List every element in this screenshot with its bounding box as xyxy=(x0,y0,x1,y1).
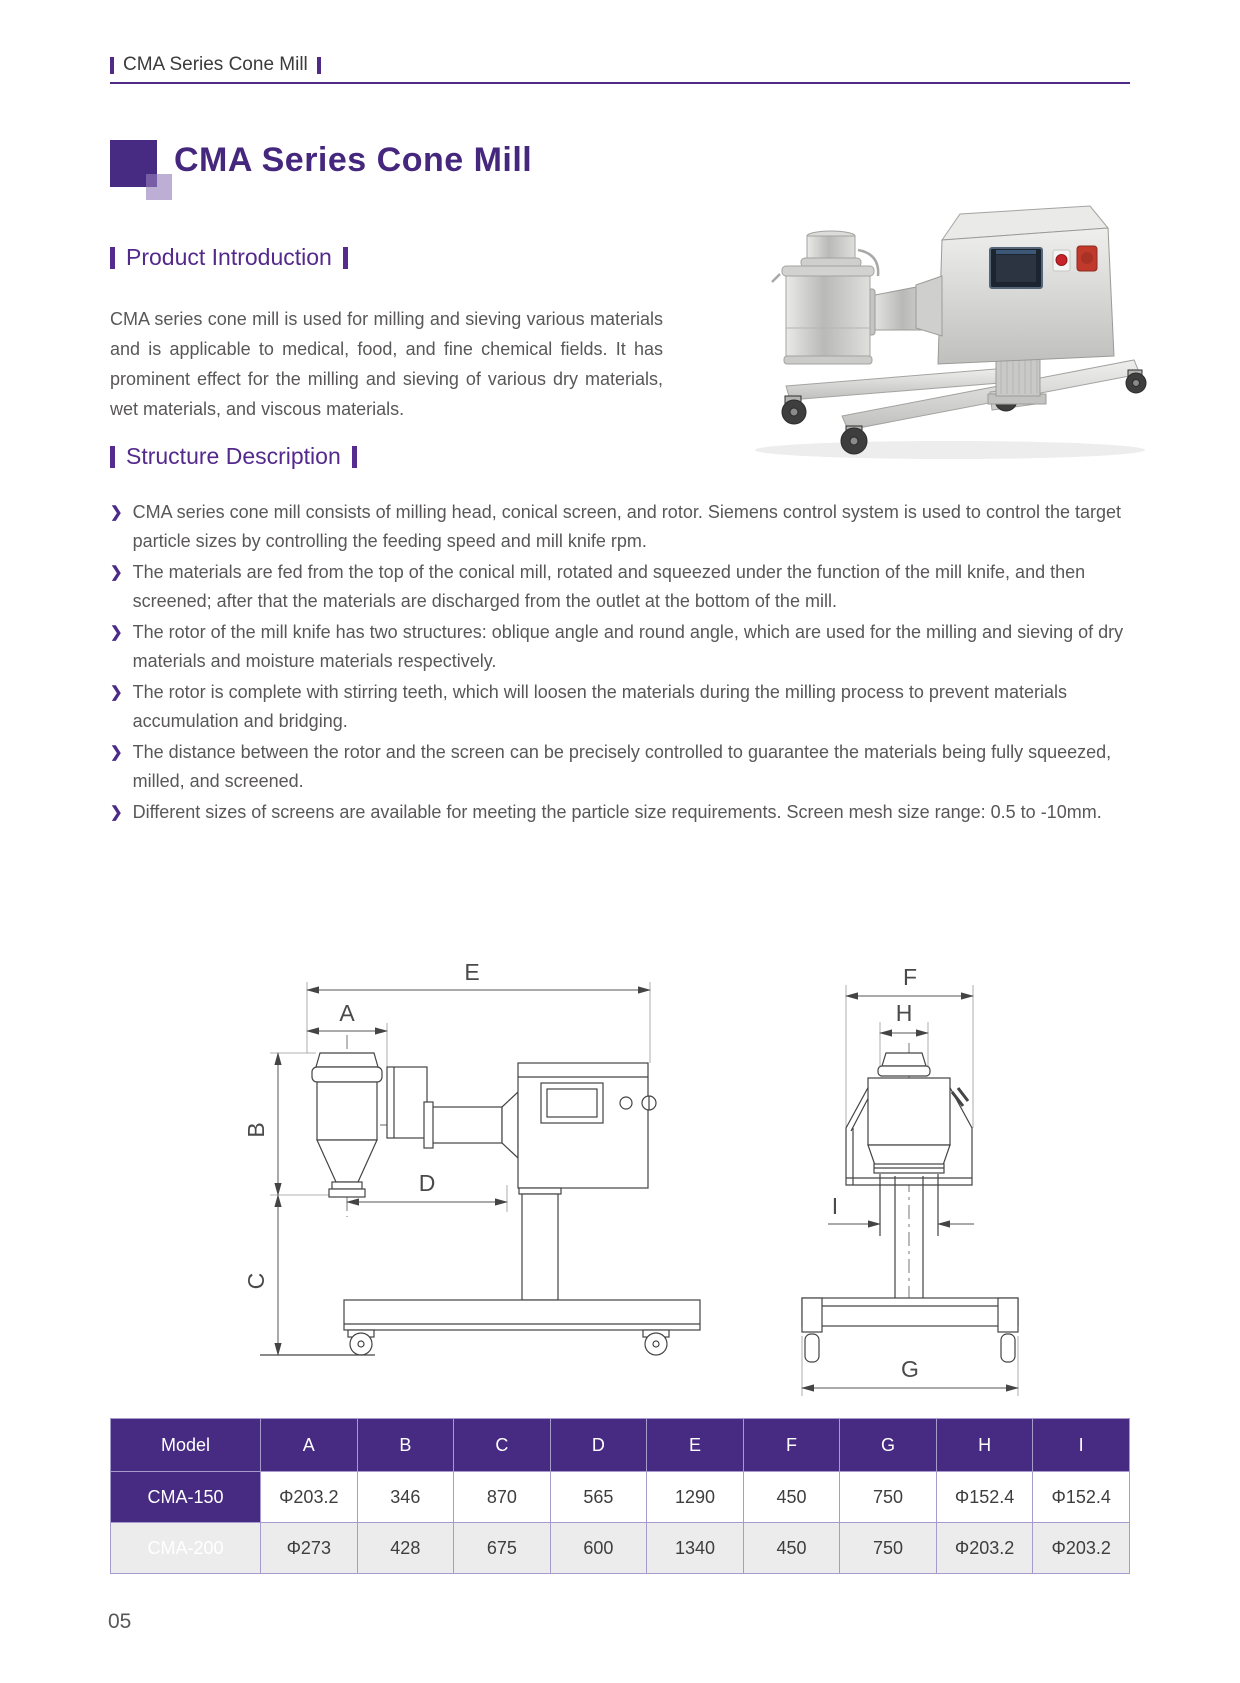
dim-label-A: A xyxy=(339,1000,355,1026)
dim-label-I: I xyxy=(831,1193,839,1219)
bullet-chevron-icon: ❯ xyxy=(110,564,123,581)
running-header-title: CMA Series Cone Mill xyxy=(123,54,308,75)
spec-table-header-cell: C xyxy=(454,1419,551,1472)
heading-bar-icon xyxy=(110,247,115,269)
model-cell: CMA-150 xyxy=(111,1472,261,1523)
bullet-text: CMA series cone mill consists of milling head, conical screen, and rotor. Siemens control system is used to control the target particle sizes by controlling the feeding speed and mill knife rpm. xyxy=(132,502,1122,551)
value-cell: Φ152.4 xyxy=(936,1472,1033,1523)
dim-label-E: E xyxy=(464,959,480,985)
bullet-text: The rotor is complete with stirring teeth, which will loosen the materials during the milling process to prevent materials accumulation and bridging. xyxy=(132,682,1067,731)
bullet-item xyxy=(110,798,1140,827)
bullet-chevron-icon: ❯ xyxy=(110,624,123,641)
bullet-chevron-icon: ❯ xyxy=(110,744,123,761)
structure-bullet-list xyxy=(110,498,1140,829)
dim-label-H: H xyxy=(895,1000,913,1026)
bullet-item xyxy=(110,558,1140,616)
section-heading-structure-description: Structure Description xyxy=(110,443,357,470)
bullet-text: The distance between the rotor and the screen can be precisely controlled to guarantee the materials being fully squeezed, milled, and screened. xyxy=(132,742,1112,791)
emergency-stop-button xyxy=(1053,250,1070,271)
bullet-chevron-icon: ❯ xyxy=(110,684,123,701)
header-rule xyxy=(110,82,1130,84)
value-cell: Φ203.2 xyxy=(261,1472,358,1523)
bullet-chevron-icon: ❯ xyxy=(110,804,123,821)
hmi-screen xyxy=(990,248,1042,288)
value-cell: 600 xyxy=(550,1523,647,1574)
value-cell: 565 xyxy=(550,1472,647,1523)
value-cell: 1340 xyxy=(647,1523,744,1574)
spec-table-header-cell: H xyxy=(936,1419,1033,1472)
value-cell: 450 xyxy=(743,1523,840,1574)
value-cell: Φ273 xyxy=(261,1523,358,1574)
bullet-item xyxy=(110,498,1140,556)
bullet-item xyxy=(110,738,1140,796)
bullet-text: Different sizes of screens are available for meeting the particle size requirements. Screen mesh size range: 0.5 to -10mm. xyxy=(132,802,1102,822)
intro-paragraph: CMA series cone mill is used for milling and sieving various materials and is applicable to medical, food, and fine chemical fields. It has prominent effect for the milling and sieving of various dry materials, wet materials, and viscous materials. xyxy=(110,309,663,419)
dim-label-F: F xyxy=(902,964,918,990)
running-header xyxy=(110,54,321,76)
spec-table-header-cell: A xyxy=(261,1419,358,1472)
value-cell: Φ203.2 xyxy=(1033,1523,1130,1574)
caster-left xyxy=(348,1330,374,1355)
spec-table-header-cell: G xyxy=(840,1419,937,1472)
header-bar-icon xyxy=(110,57,114,74)
bullet-text: The materials are fed from the top of the conical mill, rotated and squeezed under the function of the mill knife, and then screened; after that the materials are discharged from the outlet at the bottom of the mill. xyxy=(132,562,1086,611)
hopper xyxy=(772,231,878,364)
dim-label-B: B xyxy=(243,1122,269,1138)
header-bar-icon xyxy=(317,57,321,74)
dim-label-D: D xyxy=(418,1170,436,1196)
value-cell: 675 xyxy=(454,1523,551,1574)
bullet-text: The rotor of the mill knife has two structures: oblique angle and round angle, which are used for the milling and sieving of dry materials and moisture materials respectively. xyxy=(132,622,1124,671)
product-photo xyxy=(690,178,1150,463)
title-squares-icon xyxy=(110,140,157,187)
bullet-item xyxy=(110,678,1140,736)
spec-table-header-cell: B xyxy=(357,1419,454,1472)
value-cell: 346 xyxy=(357,1472,454,1523)
heading-bar-icon xyxy=(352,446,357,468)
heading-bar-icon xyxy=(110,446,115,468)
spec-table-row xyxy=(111,1523,1130,1574)
value-cell: 750 xyxy=(840,1472,937,1523)
bullet-item xyxy=(110,618,1140,676)
power-socket xyxy=(1077,246,1097,271)
spec-table-header-row xyxy=(111,1419,1130,1472)
spec-table-header-cell: F xyxy=(743,1419,840,1472)
value-cell: Φ203.2 xyxy=(936,1523,1033,1574)
page-title: CMA Series Cone Mill xyxy=(174,141,533,179)
dimension-diagram-side-view xyxy=(220,885,720,1375)
spec-table-row xyxy=(111,1472,1130,1523)
spec-table-section xyxy=(110,1418,1130,1574)
spec-table-header-cell: Model xyxy=(111,1419,261,1472)
value-cell: 428 xyxy=(357,1523,454,1574)
value-cell: 870 xyxy=(454,1472,551,1523)
dimension-diagram-front-view xyxy=(740,888,1070,1408)
heading-bar-icon xyxy=(343,247,348,269)
dim-label-C: C xyxy=(243,1272,269,1290)
model-cell: CMA-200 xyxy=(111,1523,261,1574)
value-cell: 1290 xyxy=(647,1472,744,1523)
dim-label-G: G xyxy=(901,1356,919,1382)
value-cell: 750 xyxy=(840,1523,937,1574)
spec-table xyxy=(110,1418,1130,1574)
spec-table-header-cell: D xyxy=(550,1419,647,1472)
spec-table-body xyxy=(111,1472,1130,1574)
spec-table-header-cell: E xyxy=(647,1419,744,1472)
spec-table-header-cell: I xyxy=(1033,1419,1130,1472)
section-heading-product-introduction: Product Introduction xyxy=(110,244,348,271)
caster-right xyxy=(643,1330,669,1355)
bullet-chevron-icon: ❯ xyxy=(110,504,123,521)
value-cell: 450 xyxy=(743,1472,840,1523)
value-cell: Φ152.4 xyxy=(1033,1472,1130,1523)
page-number: 05 xyxy=(108,1610,132,1633)
